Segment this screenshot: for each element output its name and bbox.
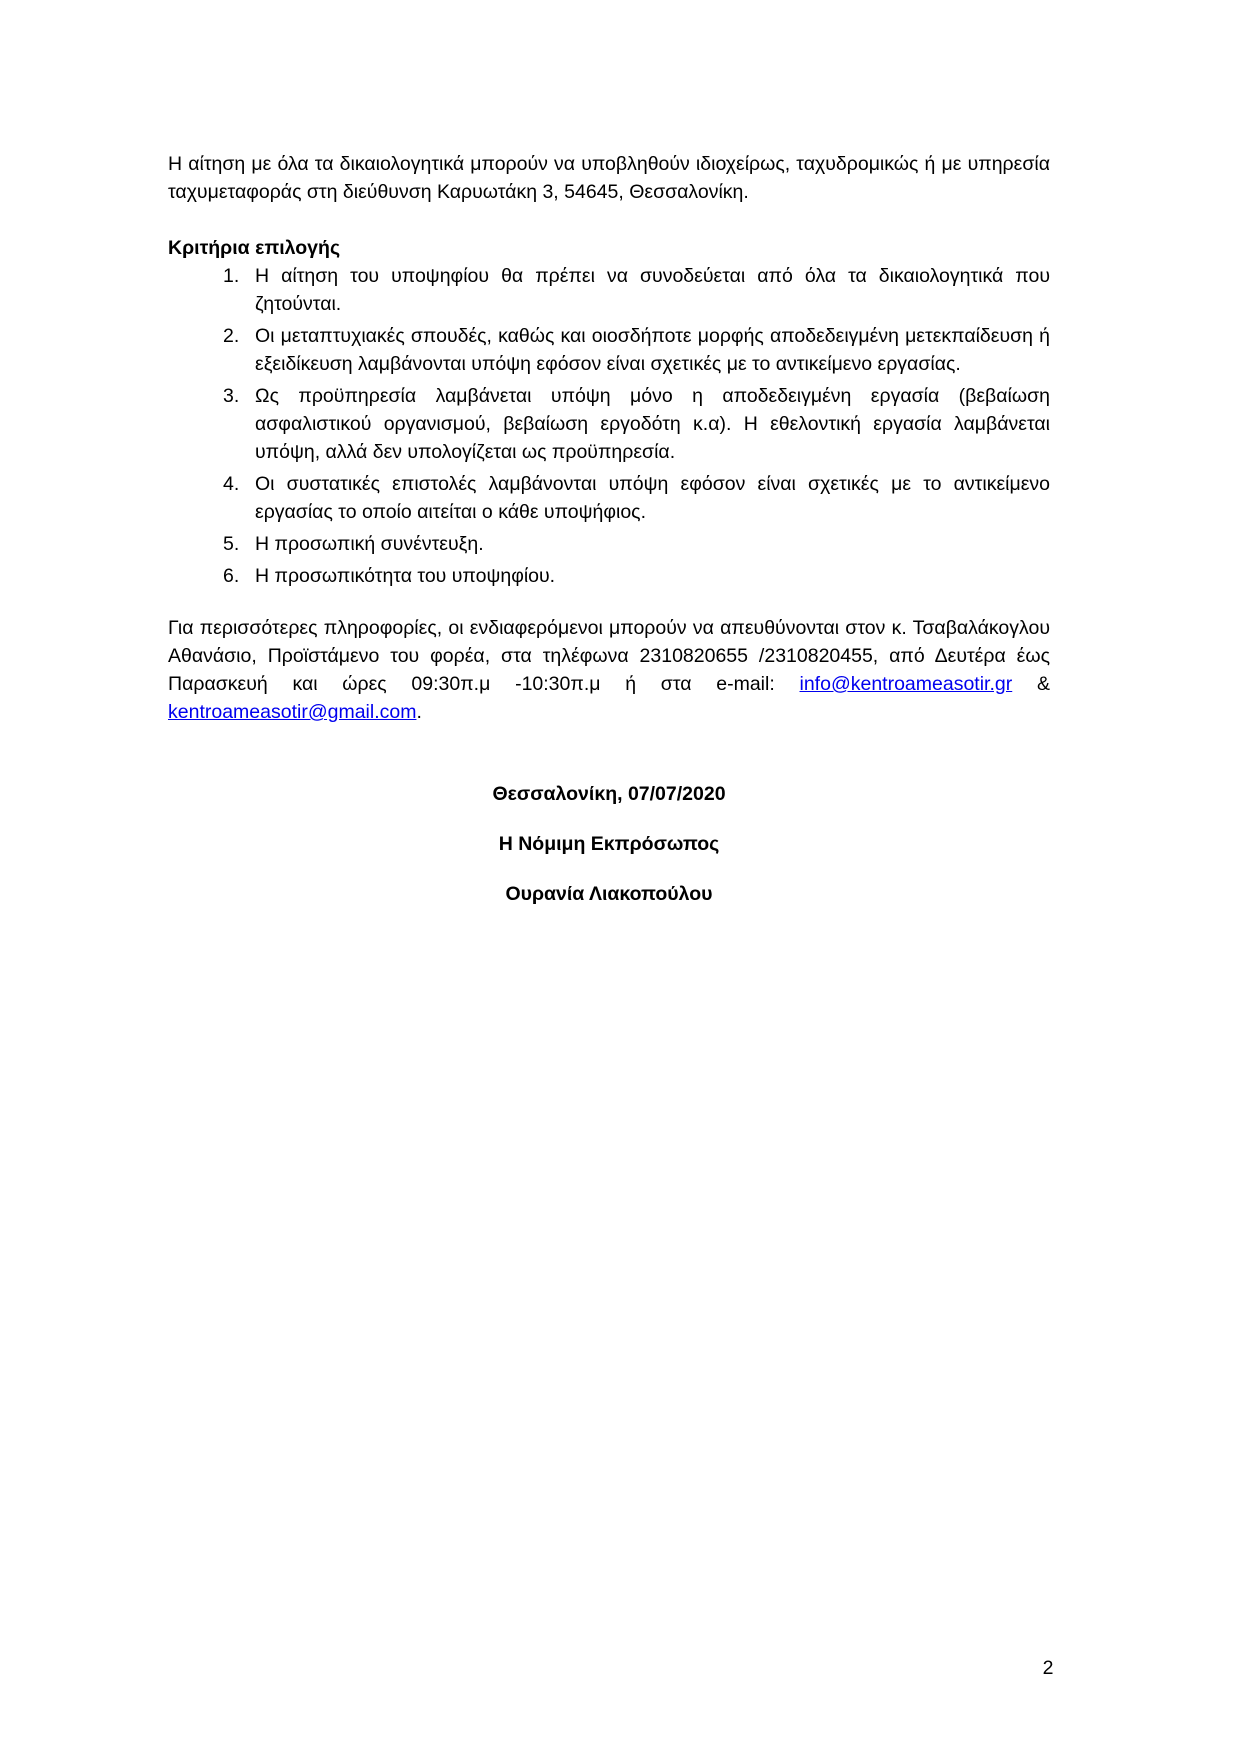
contact-text-before-emails: Για περισσότερες πληροφορίες, οι ενδιαφερόμενοι μπορούν να απευθύνονται στον κ. Τσαβαλάκογλου Αθανάσιο, Προϊστάμενο του φορέα, στα τηλέφωνα 2310820655 /2310820455, από Δευτέρα έως Παρασκευή και ώρες 09:30π.μ -10:30π.μ ή στα e-mail: <box>168 617 1050 695</box>
criteria-item <box>168 322 1050 378</box>
criteria-item-text: Ως προϋπηρεσία λαμβάνεται υπόψη μόνο η αποδεδειγμένη εργασία (βεβαίωση ασφαλιστικού οργανισμού, βεβαίωση εργοδότη κ.α). Η εθελοντική εργασία λαμβάνεται υπόψη, αλλά δεν υπολογίζεται ως προϋπηρεσία. <box>255 385 1050 463</box>
signature-title: Η Νόμιμη Εκπρόσωπος <box>498 833 720 855</box>
criteria-item-text: Οι μεταπτυχιακές σπουδές, καθώς και οιοσδήποτε μορφής αποδεδειγμένη μετεκπαίδευση ή εξειδίκευση λαμβάνονται υπόψη εφόσον είναι σχετικές με το αντικείμενο εργασίας. <box>255 325 1050 375</box>
contact-text-between-emails: & <box>1012 673 1050 695</box>
criteria-item-number: 5. <box>223 533 240 555</box>
criteria-item-number: 2. <box>223 325 240 347</box>
criteria-item-number: 1. <box>223 265 240 287</box>
criteria-item <box>168 530 1050 558</box>
email-link-gmail[interactable]: kentroameasotir@gmail.com <box>168 701 417 723</box>
criteria-item <box>168 470 1050 526</box>
signature-name: Ουρανία Λιακοπούλου <box>505 883 713 905</box>
criteria-item-text: Η προσωπική συνέντευξη. <box>255 533 484 555</box>
contact-paragraph <box>168 614 1050 726</box>
criteria-item-number: 3. <box>223 385 240 407</box>
criteria-item-text: Οι συστατικές επιστολές λαμβάνονται υπόψη εφόσον είναι σχετικές με το αντικείμενο εργασίας το οποίο αιτείται ο κάθε υποψήφιος. <box>255 473 1050 523</box>
signature-block <box>168 780 1050 908</box>
criteria-item <box>168 262 1050 318</box>
contact-text-after-emails: . <box>416 701 422 723</box>
page-number: 2 <box>1042 1657 1054 1679</box>
signature-place-date: Θεσσαλονίκη, 07/07/2020 <box>492 783 726 805</box>
email-link-info[interactable]: info@kentroameasotir.gr <box>799 673 1013 695</box>
criteria-item <box>168 382 1050 466</box>
criteria-item-text: Η αίτηση του υποψηφίου θα πρέπει να συνοδεύεται από όλα τα δικαιολογητικά που ζητούνται. <box>255 265 1050 315</box>
criteria-item-number: 4. <box>223 473 240 495</box>
criteria-heading: Κριτήρια επιλογής <box>168 237 341 259</box>
intro-paragraph: Η αίτηση με όλα τα δικαιολογητικά μπορούν να υποβληθούν ιδιοχείρως, ταχυδρομικώς ή με υπηρεσία ταχυμεταφοράς στη διεύθυνση Καρυωτάκη 3, 54645, Θεσσαλονίκη. <box>168 153 1050 203</box>
criteria-list <box>168 262 1050 590</box>
document-content <box>168 150 1050 908</box>
criteria-item-number: 6. <box>223 565 240 587</box>
criteria-item <box>168 562 1050 590</box>
criteria-item-text: Η προσωπικότητα του υποψηφίου. <box>255 565 556 587</box>
